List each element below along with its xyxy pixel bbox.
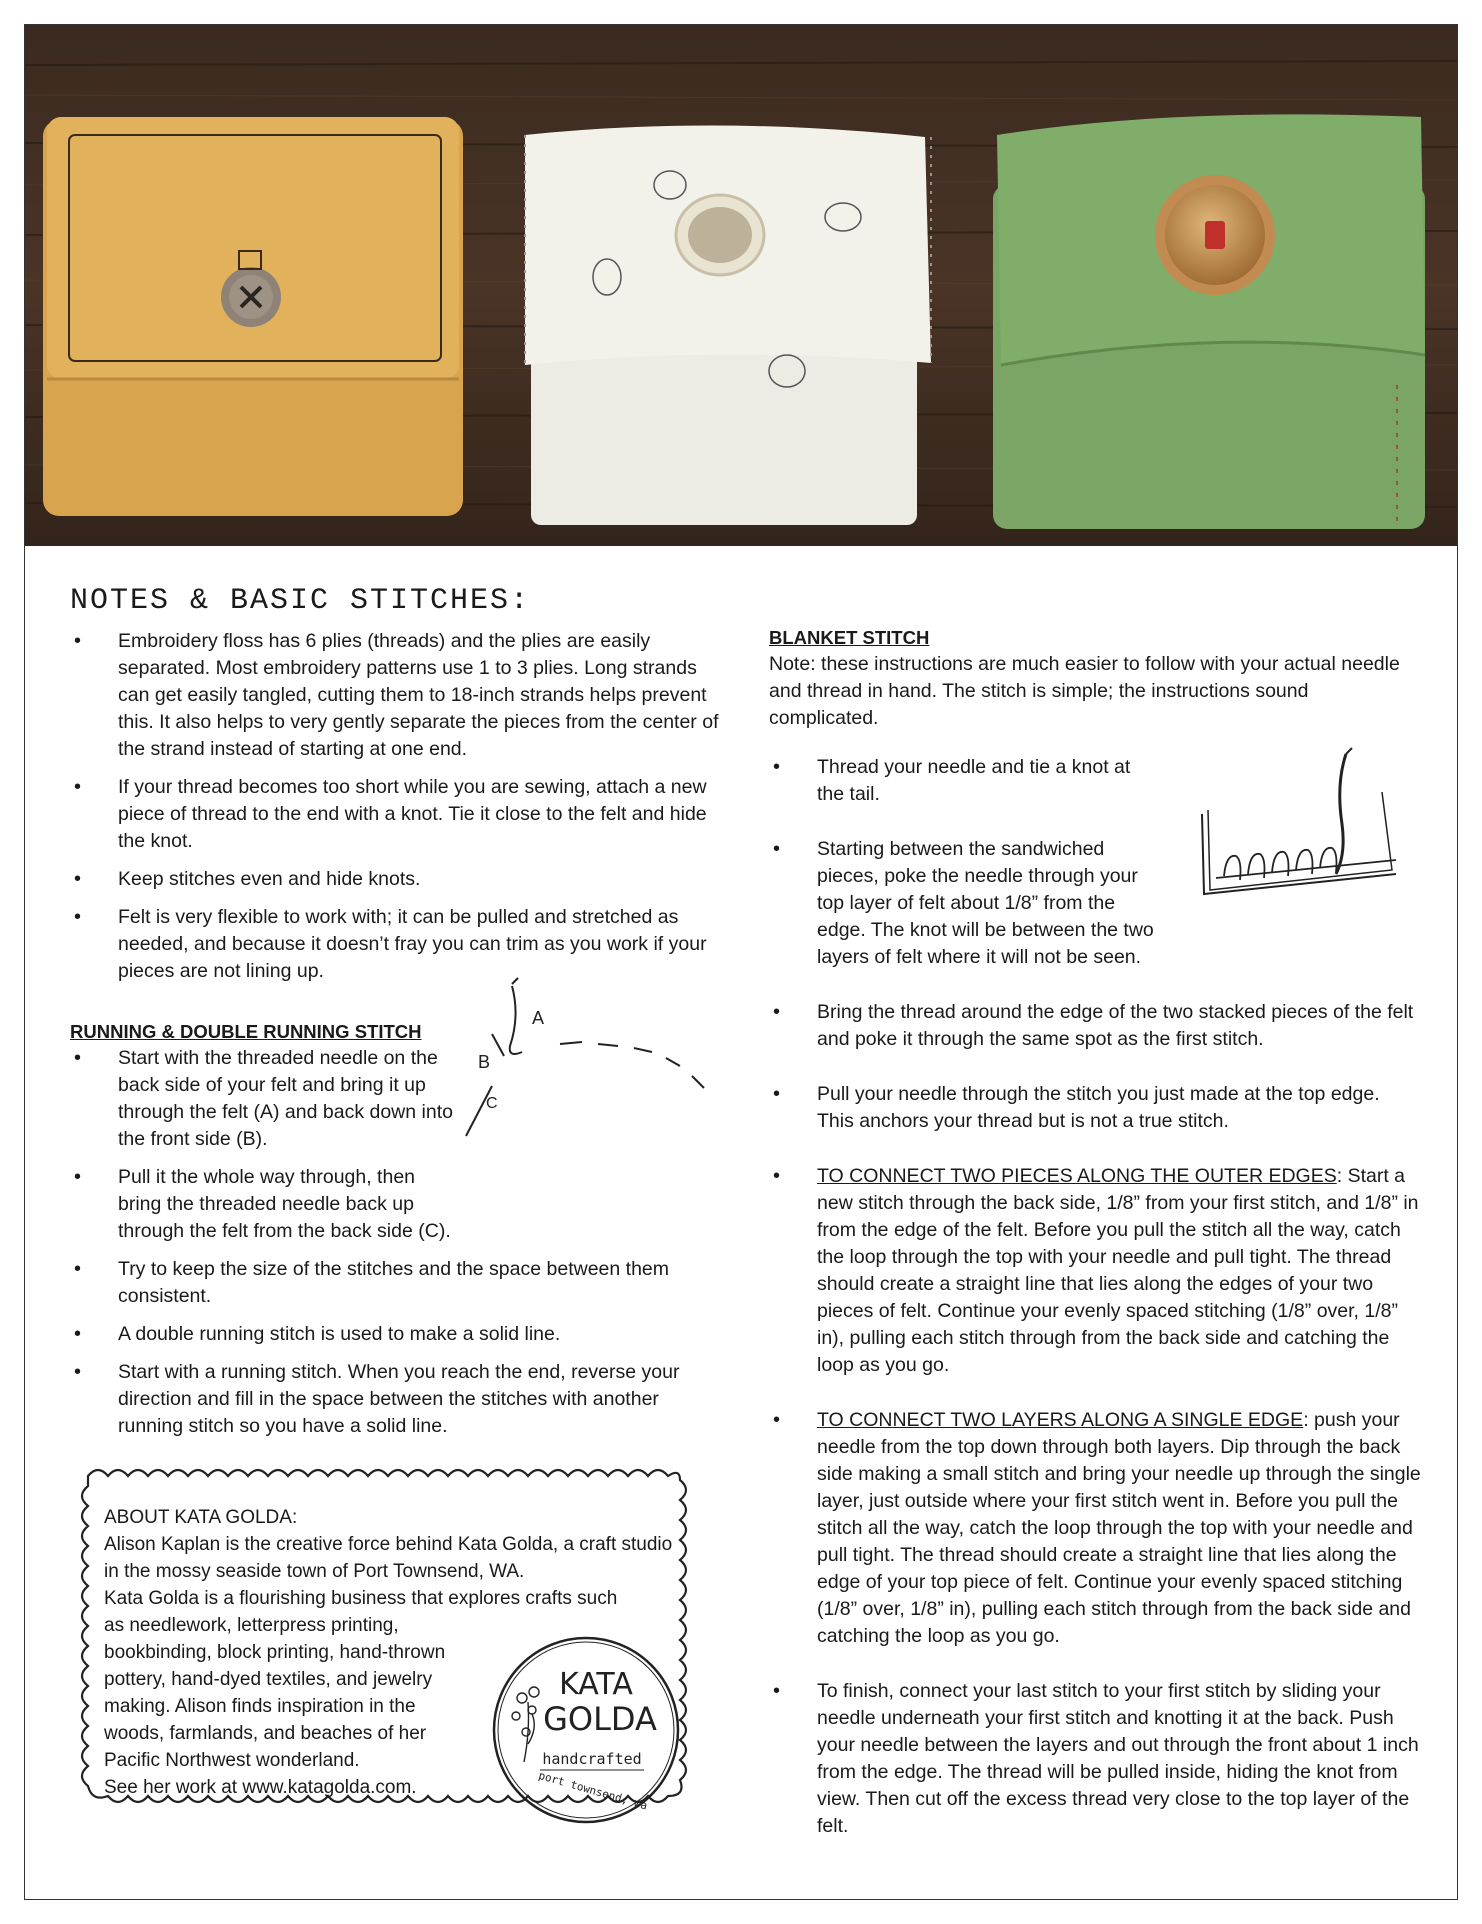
diagram-label-c: C — [486, 1095, 498, 1112]
about-line: bookbinding, block printing, hand-thrown — [104, 1642, 446, 1663]
diagram-label-b: B — [478, 1052, 491, 1072]
list-item: • To finish, connect your last stitch to your first stitch by sliding your needle underneath your first stitch and knotting it at the back. Push your needle between the layers and out through the front about 1 inch from the edge. The thread will be pulled inside, hiding the knot from view. Then cut off the excess thread very close to the top layer of the felt. — [769, 1678, 1421, 1840]
list-item: • Embroidery floss has 6 plies (threads) and the plies are easily separated. Most embroidery patterns use 1 to 3 plies. Long strands can get easily tangled, cutting them to 18-inch strands helps prevent this. It also helps to very gently separate the pieces from the center of the strand instead of starting at one end. — [70, 628, 725, 763]
list-item: • If your thread becomes too short while you are sewing, attach a new piece of thread to the end with a knot. Tie it close to the felt and hide the knot. — [70, 774, 725, 855]
felt-pouches-photo — [25, 25, 1457, 546]
list-item: • Felt is very flexible to work with; it can be pulled and stretched as needed, and because it doesn’t fray you can trim as you work if your pieces are not lining up. — [70, 904, 725, 985]
list-item: • Start with the threaded needle on the back side of your felt and bring it up through the felt (A) and back down into the front side (B). — [70, 1045, 458, 1153]
list-item: • Bring the thread around the edge of the two stacked pieces of the felt and poke it through the same spot as the first stitch. — [769, 999, 1421, 1053]
list-item: • Pull it the whole way through, then bring the threaded needle back up through the felt from the back side (C). — [70, 1164, 458, 1245]
page-title: NOTES & BASIC STITCHES: — [70, 584, 531, 618]
about-line: ABOUT KATA GOLDA: — [104, 1507, 298, 1528]
svg-text:port townsend, wa: port townsend, wa — [537, 1768, 649, 1813]
about-line: Pacific Northwest wonderland. — [104, 1750, 360, 1771]
list-item: • Start with a running stitch. When you reach the end, reverse your direction and fill in the space between the stitches with another running stitch so you have a solid line. — [70, 1359, 725, 1440]
kata-golda-logo — [488, 1632, 684, 1828]
svg-text:handcrafted: handcrafted — [542, 1750, 642, 1768]
list-item: • Keep stitches even and hide knots. — [70, 866, 725, 893]
svg-text:KATA: KATA — [559, 1667, 633, 1702]
list-item: • TO CONNECT TWO PIECES ALONG THE OUTER EDGES: Start a new stitch through the back side, 1/8” from your first stitch, and 1/8” in from the edge of the felt. Before you pull the stitch all the way, catch the loop through the top with your needle and pull tight. The thread should create a straight line that lies along the edges of your two pieces of felt. Continue your evenly spaced stitching (1/8” over, 1/8” in), pulling each stitch through from the back side and catching the loop as you go. — [769, 1163, 1421, 1379]
list-item: • Thread your needle and tie a knot at the tail. — [769, 754, 1157, 808]
green-pouch — [993, 114, 1425, 529]
blanket-note: Note: these instructions are much easier to follow with your actual needle and thread in hand. The stitch is simple; the instructions sound complicated. — [769, 653, 1400, 729]
notes-list — [70, 628, 725, 985]
list-item: • A double running stitch is used to make a solid line. — [70, 1321, 725, 1348]
list-item: • Pull your needle through the stitch you just made at the top edge. This anchors your thread but is not a true stitch. — [769, 1081, 1421, 1135]
blanket-stitch-title: BLANKET STITCH — [769, 627, 930, 648]
flower-icon — [512, 1687, 539, 1762]
about-line: pottery, hand-dyed textiles, and jewelry — [104, 1669, 433, 1690]
diagram-label-a: A — [532, 1008, 545, 1028]
about-line: in the mossy seaside town of Port Townsend, WA. — [104, 1561, 525, 1582]
about-line: making. Alison finds inspiration in the — [104, 1696, 416, 1717]
blanket-stitch-diagram — [1196, 744, 1406, 904]
about-line: Kata Golda is a flourishing business that explores crafts such — [104, 1588, 618, 1609]
running-stitch-diagram — [452, 976, 722, 1144]
mustard-pouch — [43, 117, 463, 516]
about-line: woods, farmlands, and beaches of her — [104, 1723, 427, 1744]
list-item: • TO CONNECT TWO LAYERS ALONG A SINGLE EDGE: push your needle from the top down through both layers. Dip through the back side making a small stitch and bring your needle up through the single layer, just outside where your first stitch went in. Before you pull the stitch all the way, catch the loop through the top with your needle and pull tight. The thread should create a straight line that lies along the edge of your top piece of felt. Continue your evenly spaced stitching (1/8” over, 1/8” in), pulling each stitch through from the back side and catching the loop as you go. — [769, 1407, 1421, 1650]
svg-text:GOLDA: GOLDA — [543, 1700, 657, 1738]
list-item: • Try to keep the size of the stitches and the space between them consistent. — [70, 1256, 725, 1310]
list-item: • Starting between the sandwiched pieces, poke the needle through your top layer of felt about 1/8” from the edge. The knot will be between the two layers of felt where it will not be seen. — [769, 836, 1157, 971]
running-stitch-title: RUNNING & DOUBLE RUNNING STITCH — [70, 1021, 422, 1042]
blanket-stitch-list — [769, 754, 1421, 1840]
cream-pouch — [525, 125, 931, 525]
about-line: as needlework, letterpress printing, — [104, 1615, 399, 1636]
about-line: See her work at www.katagolda.com. — [104, 1777, 417, 1798]
about-line: Alison Kaplan is the creative force behind Kata Golda, a craft studio — [104, 1534, 673, 1555]
